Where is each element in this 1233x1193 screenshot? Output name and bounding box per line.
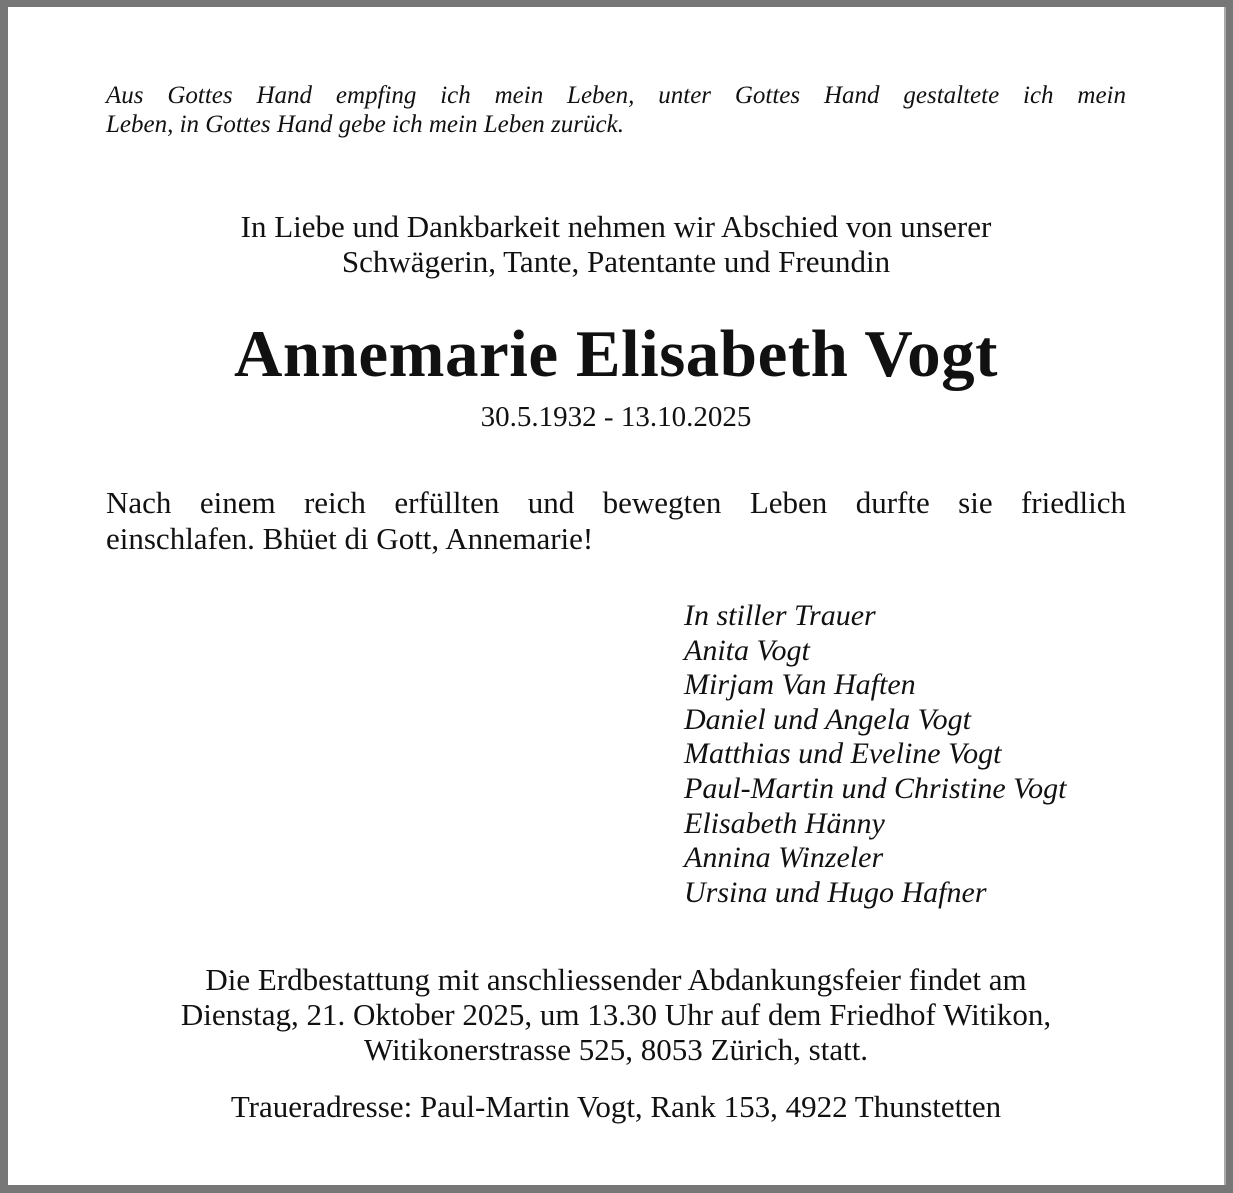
ceremony-line: Dienstag, 21. Oktober 2025, um 13.30 Uhr auf dem Friedhof Witikon, [180, 997, 1052, 1032]
intro-line: In Liebe und Dankbarkeit nehmen wir Abschied von unserer [240, 209, 992, 244]
intro-text [106, 209, 1126, 279]
mourner-name: Anita Vogt [684, 633, 810, 667]
bible-quote [106, 81, 1126, 139]
mourning-address: Traueradresse: Paul-Martin Vogt, Rank 153, 4922 Thunstetten [230, 1089, 1002, 1124]
deceased-name: Annemarie Elisabeth Vogt [234, 317, 998, 391]
mourners-list [684, 599, 1144, 910]
ceremony-line: Witikonerstrasse 525, 8053 Zürich, statt. [363, 1032, 869, 1067]
mourner-name: Daniel und Angela Vogt [684, 702, 971, 736]
mourners-heading: In stiller Trauer [684, 599, 876, 632]
ceremony-info [8, 962, 1224, 1067]
message-line: einschlafen. Bhüet di Gott, Annemarie! [106, 521, 594, 556]
mourner-name: Matthias und Eveline Vogt [684, 737, 1002, 771]
intro-line: Schwägerin, Tante, Patentante und Freundin [341, 244, 891, 279]
obituary-page [8, 7, 1224, 1185]
mourner-name: Annina Winzeler [684, 841, 884, 875]
farewell-message [106, 485, 1126, 557]
quote-line: Aus Gottes Hand empfing ich mein Leben, unter Gottes Hand gestaltete ich mein [106, 82, 1126, 109]
mourner-name: Elisabeth Hänny [684, 806, 885, 840]
mourner-name: Mirjam Van Haften [684, 668, 916, 702]
mourner-name: Paul-Martin und Christine Vogt [684, 771, 1067, 805]
page-edge [1224, 7, 1226, 1185]
message-line: Nach einem reich erfüllten und bewegten Leben durfte sie friedlich [106, 485, 1126, 520]
mourner-name: Ursina und Hugo Hafner [684, 875, 987, 909]
life-dates: 30.5.1932 - 13.10.2025 [480, 401, 752, 433]
ceremony-line: Die Erdbestattung mit anschliessender Abdankungsfeier findet am [205, 962, 1027, 997]
quote-line: Leben, in Gottes Hand gebe ich mein Leben zurück. [106, 111, 624, 138]
